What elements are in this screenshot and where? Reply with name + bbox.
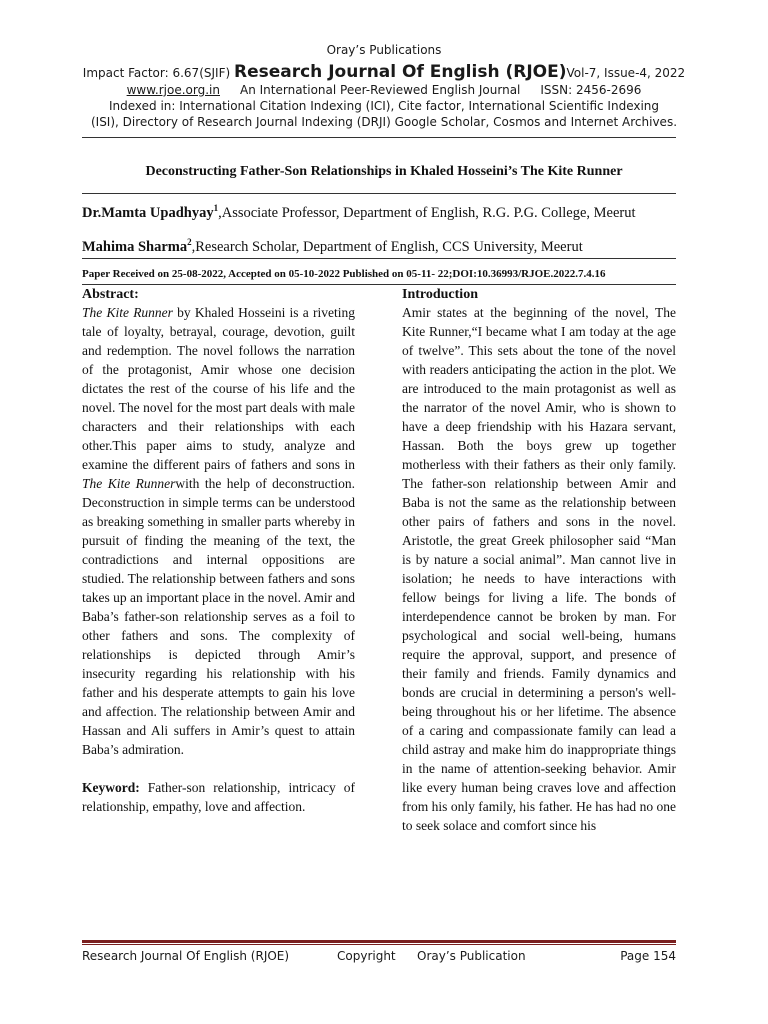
footer-owner: Oray’s Publication [417, 949, 526, 963]
author-2-sup: 2 [187, 237, 192, 247]
keyword-text: Father-son relationship, intricacy of relationship, empathy, love and affection. [82, 780, 355, 814]
footer-journal: Research Journal Of English (RJOE) [82, 949, 290, 963]
received-divider [82, 284, 676, 285]
issn: ISSN: 2456-2696 [540, 83, 642, 97]
footer-rule-thick [82, 940, 676, 943]
indexed-label: Indexed in: [108, 99, 176, 113]
author-2 [82, 234, 676, 256]
journal-type: An International Peer-Reviewed English Journal [240, 83, 521, 97]
introduction-text: Amir states at the beginning of the novel, The Kite Runner,“I became what I am today at the age of twelve”. This sets about the tone of the novel with readers anticipating the action in the plot. We are introduced to the main protagonist as well as the narrator of the novel Amir, who is shown to have a deep friendship with his Hazara servant, Hassan. Both the boys grew up together motherless with their fathers as their only family. The father-son relationship between Amir and Baba is not the same as the relationship between other pairs of fathers and sons in the novel. Aristotle, the great Greek philosopher said “Man is by nature a social animal”. Man cannot live in isolation; he needs to have interactions with fellow beings for living a life. The bonds of interdependence cannot be broken by man. For psychological and social well-being, humans require the approval, support, and presence of their family and friends. Family dynamics and bonds are crucial in determining a person's well-being throughout his or her lifetime. The absence of a caring and compassionate family can lead a child astray and make him do inappropriate things in the name of attention-seeking behavior. Amir like every human being craves love and affection from his only family, his father. He has had no one to seek solace and comfort since his [402, 305, 676, 833]
abstract-heading: Abstract: [82, 287, 139, 302]
author-1-name: Dr.Mamta Upadhyay [82, 204, 214, 221]
abstract-text-1: by Khaled Hosseini is a riveting tale of loyalty, betrayal, courage, devotion, guilt and redemption. The novel follows the narration of the protagonist, Amir whose one decision dictates the rest of the course of his life and the novel. The novel for the most part deals with male characters and their relationships with each other.This paper aims to study, analyze and examine the different pairs of fathers and sons in [82, 305, 355, 472]
footer-rule-thin [82, 944, 676, 945]
website-link[interactable]: www.rjoe.org.in [126, 83, 220, 97]
author-2-name: Mahima Sharma [82, 238, 188, 255]
footer-page-number: Page 154 [620, 949, 676, 963]
author-divider [82, 258, 676, 259]
header-divider [82, 137, 676, 138]
author-1 [82, 200, 676, 222]
journal-info-line [0, 83, 768, 97]
abstract-book-title-2: The Kite Runner [82, 476, 176, 491]
paper-title: Deconstructing Father-Son Relationships in Khaled Hosseini’s The Kite Runner [145, 164, 623, 179]
keyword-label: Keyword: [82, 780, 140, 795]
abstract-book-title: The Kite Runner [82, 305, 173, 320]
abstract-text-2: with the help of deconstruction. Deconstruction in simple terms can be understood as breaking something in smaller parts whereby in pursuit of finding the meaning of the text, the contradictions and internal oppositions are studied. The relationship between fathers and sons takes up an important place in the novel. Amir and Baba’s father-son relationship serves as a foil to other fathers and sons. The complexity of relationships is depicted through Amir’s insecurity regarding his relationship with his father and his desperate attempts to gain his love and affection. The relationship between Amir and Hassan and Ali suffers in Amir’s quest to attain Baba’s admiration. [82, 476, 355, 757]
received-line: Paper Received on 25-08-2022, Accepted on 05-10-2022 Published on 05-11- 22;DOI:10.36993/RJOE.2022.7.4.16 [82, 268, 606, 280]
indexed-text-1: International Citation Indexing (ICI), Cite factor, International Scientific Indexing [175, 99, 660, 113]
publisher-name: Oray’s Publications [326, 43, 442, 57]
volume-issue: Vol-7, Issue-4, 2022 [566, 66, 686, 80]
indexing-line-1 [0, 99, 768, 113]
title-divider [82, 193, 676, 194]
author-1-affiliation: ,Associate Professor, Department of English, R.G. P.G. College, Meerut [218, 204, 636, 221]
footer-copyright: Copyright [337, 949, 396, 963]
keyword-paragraph [82, 778, 355, 816]
impact-factor: Impact Factor: 6.67(SJIF) [82, 66, 234, 80]
introduction-column [402, 286, 676, 835]
author-1-sup: 1 [213, 203, 219, 213]
abstract-text [82, 303, 355, 759]
journal-name: Research Journal Of English (RJOE) [233, 62, 567, 82]
author-2-affiliation: ,Research Scholar, Department of English, CCS University, Meerut [191, 238, 583, 255]
abstract-column [82, 286, 355, 816]
introduction-heading: Introduction [402, 287, 478, 302]
journal-masthead [0, 62, 768, 82]
indexing-line-2: (ISI), Directory of Research Journal Indexing (DRJI) Google Scholar, Cosmos and Internet Archives. [90, 115, 678, 129]
